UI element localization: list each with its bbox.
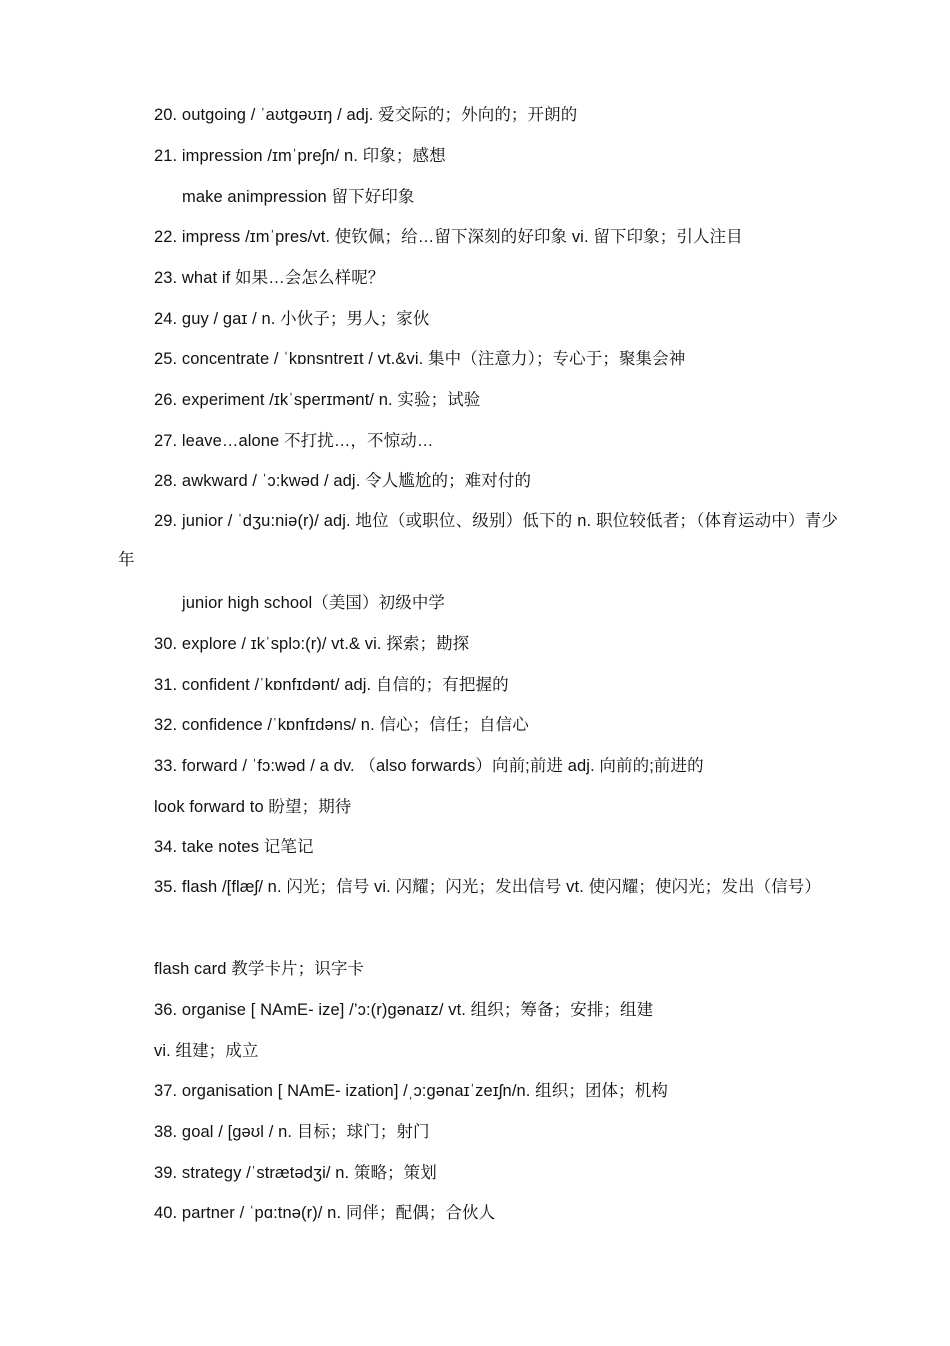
entry-junior: 29. junior / ˈdʒu:niə(r)/ adj. 地位（或职位、级别）低下的 n. 职位较低者；（体育运动中）青少年 [118, 512, 838, 569]
entry-impress: 22. impress /ɪmˈpres/vt. 使钦佩；给…留下深刻的好印象 vi. 留下印象；引人注目 [154, 228, 743, 246]
entry-organisation: 37. organisation [ NAmE- ization] /ˌɔ:gənaɪˈzeɪʃn/n. 组织；团体；机构 [154, 1082, 668, 1100]
entry-explore: 30. explore / ɪkˈsplɔ:(r)/ vt.& vi. 探索；勘探 [154, 635, 470, 653]
phrase-make-an-impression: make animpression 留下好印象 [182, 188, 415, 206]
entry-concentrate: 25. concentrate / ˈkɒnsntreɪt / vt.&vi. 集中（注意力）；专心于；聚集会神 [154, 350, 686, 368]
entry-take-notes: 34. take notes 记笔记 [154, 838, 314, 856]
entry-organise: 36. organise [ NAmE- ize] /’ɔ:(r)gənaɪz/ vt. 组织；筹备；安排；组建 [154, 1001, 654, 1019]
phrase-junior-high-school: junior high school（美国）初级中学 [182, 594, 446, 612]
entry-guy: 24. guy / gaɪ / n. 小伙子；男人；家伙 [154, 310, 430, 328]
entry-partner: 40. partner / ˈpɑ:tnə(r)/ n. 同伴；配偶；合伙人 [154, 1204, 496, 1222]
phrase-look-forward-to: look forward to 盼望；期待 [154, 798, 352, 816]
entry-leave-alone: 27. leave…alone 不打扰…，不惊动… [154, 432, 434, 450]
entry-experiment: 26. experiment /ɪkˈsperɪmənt/ n. 实验；试验 [154, 391, 481, 409]
entry-outgoing: 20. outgoing / ˈaʊtgəʊɪŋ / adj. 爱交际的；外向的；开朗的 [154, 106, 578, 124]
entry-forward: 33. forward / ˈfɔ:wəd / a dv. （also forwards）向前;前进 adj. 向前的;前进的 [154, 757, 704, 775]
entry-confident: 31. confident /ˈkɒnfɪdənt/ adj. 自信的；有把握的 [154, 676, 509, 694]
entry-goal: 38. goal / [gəʊl / n. 目标；球门；射门 [154, 1123, 430, 1141]
entry-what-if: 23. what if 如果…会怎么样呢？ [154, 269, 385, 287]
entry-flash: 35. flash /[flæʃ/ n. 闪光；信号 vi. 闪耀；闪光；发出信号 vt. 使闪耀；使闪光；发出（信号） [154, 878, 821, 896]
entry-impression: 21. impression /ɪmˈpreʃn/ n. 印象；感想 [154, 147, 446, 165]
entry-awkward: 28. awkward / ˈɔ:kwəd / adj. 令人尴尬的；难对付的 [154, 472, 532, 490]
entry-confidence: 32. confidence /ˈkɒnfɪdəns/ n. 信心；信任；自信心 [154, 716, 529, 734]
phrase-flash-card: flash card 教学卡片；识字卡 [154, 960, 365, 978]
entry-strategy: 39. strategy /ˈstrætədʒi/ n. 策略；策划 [154, 1164, 437, 1182]
entry-organise-vi: vi. 组建；成立 [154, 1042, 259, 1060]
